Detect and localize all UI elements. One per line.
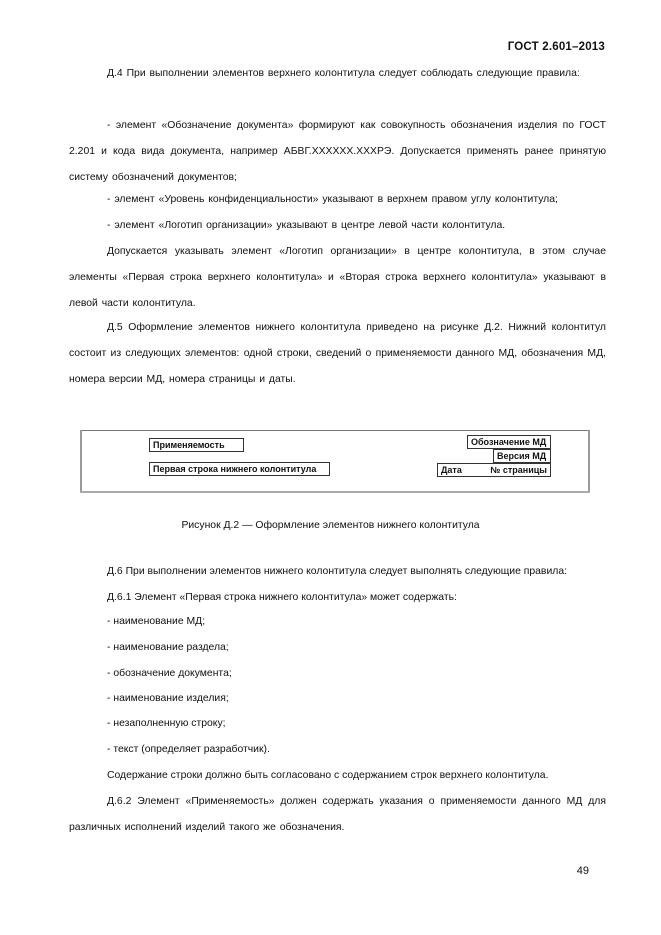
paragraph-d62: Д.6.2 Элемент «Применяемость» должен содержать указания о применяемости данного МД для различных исполнений изделий такого же обозначения.: [69, 796, 606, 833]
figure-frame-right: [588, 430, 590, 492]
doc-designation-box: Обозначение МД: [467, 435, 551, 449]
footer-layout-figure: [80, 428, 590, 494]
paragraph-d4-item-confidentiality: - элемент «Уровень конфиденциальности» указывают в верхнем правом углу колонтитула;: [107, 194, 558, 205]
paragraph-d4-intro: Д.4 При выполнении элементов верхнего колонтитула следует соблюдать следующие правила:: [107, 68, 580, 79]
paragraph-agreement: Содержание строки должно быть согласовано с содержанием строк верхнего колонтитула.: [107, 770, 549, 781]
list-item: - обозначение документа;: [107, 668, 232, 679]
applicability-box: Применяемость: [149, 438, 244, 452]
paragraph-d4-item-designation: - элемент «Обозначение документа» формируют как совокупность обозначения изделия по ГОСТ 2.201 и кода вида документа, например АБВГ.XXXXXX.XXXРЭ. Допускается применять ранее принятую систему обозначений документов;: [69, 120, 606, 183]
figure-frame-bottom: [80, 491, 590, 493]
page-number-label: № страницы: [490, 465, 547, 475]
figure-frame-top: [80, 430, 590, 431]
paragraph-d61: Д.6.1 Элемент «Первая строка нижнего колонтитула» может содержать:: [107, 592, 457, 603]
paragraph-d5: Д.5 Оформление элементов нижнего колонтитула приведено на рисунке Д.2. Нижний колонтитул состоит из следующих элементов: одной строки, сведений о применяемости данного МД, обозначения МД, номера версии МД, номера страницы и даты.: [69, 322, 606, 385]
paragraph-d6-intro: Д.6 При выполнении элементов нижнего колонтитула следует выполнять следующие правила:: [107, 566, 567, 577]
list-item: - наименование изделия;: [107, 693, 229, 704]
list-item: - текст (определяет разработчик).: [107, 744, 270, 755]
date-page-box: [437, 463, 551, 477]
figure-caption: Рисунок Д.2 — Оформление элементов нижнего колонтитула: [181, 520, 480, 531]
list-item: - наименование раздела;: [107, 642, 229, 653]
paragraph-d4-item-logo: - элемент «Логотип организации» указывают в центре левой части колонтитула.: [107, 220, 506, 231]
figure-frame-left: [80, 430, 82, 492]
date-label: Дата: [441, 465, 462, 475]
list-item: - незаполненную строку;: [107, 718, 226, 729]
version-box: Версия МД: [493, 449, 551, 463]
list-item: - наименование МД;: [107, 616, 206, 627]
paragraph-d4-allowance: Допускается указывать элемент «Логотип организации» в центре колонтитула, в этом случае элементы «Первая строка верхнего колонтитула» и «Вторая строка верхнего колонтитула» указывают в левой части колонтитула.: [69, 246, 606, 309]
page-number: 49: [576, 865, 589, 877]
first-line-box: Первая строка нижнего колонтитула: [149, 462, 330, 476]
document-code: ГОСТ 2.601–2013: [507, 41, 605, 53]
